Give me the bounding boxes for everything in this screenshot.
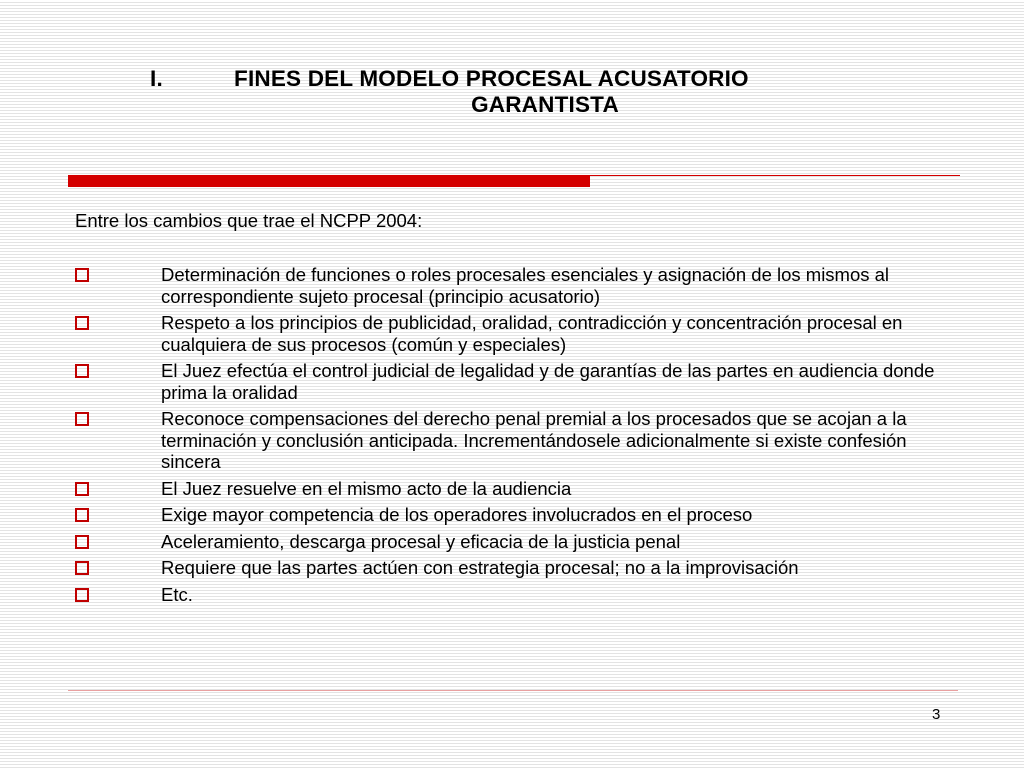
list-item-text: Respeto a los principios de publicidad, oralidad, contradicción y concentración procesal en cualquiera de sus procesos (común y especiales) bbox=[161, 312, 903, 355]
title-text-line-2: GARANTISTA bbox=[471, 92, 619, 117]
list-item bbox=[75, 312, 955, 355]
title-numeral: I. bbox=[150, 66, 163, 91]
list-item bbox=[75, 531, 955, 553]
hollow-square-icon bbox=[75, 412, 89, 426]
slide-title bbox=[150, 66, 890, 118]
list-item-text: El Juez efectúa el control judicial de legalidad y de garantías de las partes en audiencia donde prima la oralidad bbox=[161, 360, 935, 403]
list-item bbox=[75, 360, 955, 403]
hollow-square-icon bbox=[75, 316, 89, 330]
hollow-square-icon bbox=[75, 364, 89, 378]
list-item-text: Reconoce compensaciones del derecho penal premial a los procesados que se acojan a la terminación y conclusión anticipada. Incrementándosele adicionalmente si existe confesión sincera bbox=[161, 408, 907, 472]
hollow-square-icon bbox=[75, 535, 89, 549]
list-item bbox=[75, 584, 955, 606]
list-item bbox=[75, 557, 955, 579]
bullet-list bbox=[75, 264, 955, 610]
list-item bbox=[75, 408, 955, 473]
hollow-square-icon bbox=[75, 508, 89, 522]
page-number: 3 bbox=[932, 706, 941, 723]
hollow-square-icon bbox=[75, 268, 89, 282]
list-item bbox=[75, 478, 955, 500]
title-divider-thick bbox=[68, 176, 590, 187]
list-item-text: Etc. bbox=[161, 583, 193, 605]
hollow-square-icon bbox=[75, 588, 89, 602]
hollow-square-icon bbox=[75, 561, 89, 575]
list-item-text: Aceleramiento, descarga procesal y eficacia de la justicia penal bbox=[161, 530, 681, 552]
footer-divider bbox=[68, 690, 958, 691]
list-item bbox=[75, 264, 955, 307]
hollow-square-icon bbox=[75, 482, 89, 496]
list-item bbox=[75, 504, 955, 526]
list-item-text: Exige mayor competencia de los operadores involucrados en el proceso bbox=[161, 504, 753, 525]
title-line-1 bbox=[150, 66, 890, 92]
title-text-line-1: FINES DEL MODELO PROCESAL ACUSATORIO bbox=[234, 66, 749, 91]
list-item-text: El Juez resuelve en el mismo acto de la audiencia bbox=[161, 477, 572, 499]
list-item-text: Requiere que las partes actúen con estrategia procesal; no a la improvisación bbox=[161, 557, 799, 578]
list-item-text: Determinación de funciones o roles procesales esenciales y asignación de los mismos al correspondiente sujeto procesal (principio acusatorio) bbox=[161, 264, 890, 307]
intro-text: Entre los cambios que trae el NCPP 2004: bbox=[75, 210, 423, 231]
